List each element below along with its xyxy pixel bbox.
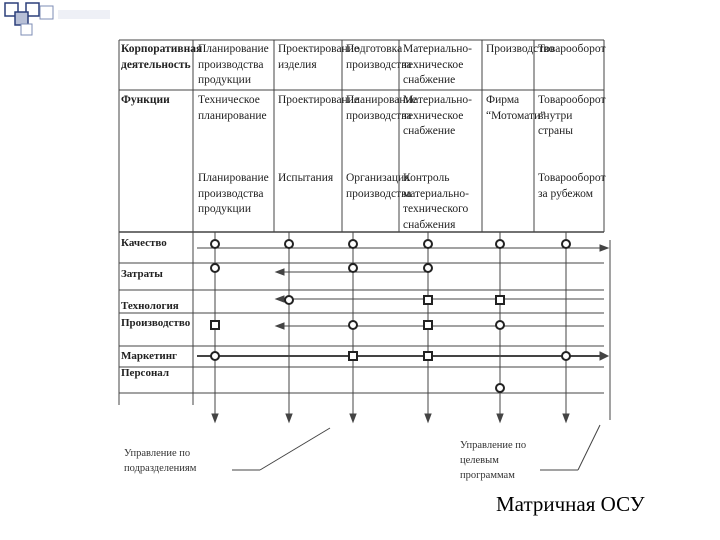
- marker-circle-r4-c3: [349, 321, 357, 329]
- marker-circle-r5-c1: [211, 352, 219, 360]
- program-arrows: [197, 245, 608, 360]
- marker-circle-r2-c4: [424, 264, 432, 272]
- function-3: Планирование производства: [346, 94, 417, 122]
- column-header-1: Планирование производства продукции: [198, 43, 269, 86]
- corner-label: Корпоративная деятельность: [121, 43, 203, 71]
- function-8: Испытания: [278, 172, 334, 184]
- marker-circle-r5-c6: [562, 352, 570, 360]
- marker-square-r5-c4: [424, 352, 432, 360]
- function-6: Товарооборот внутри страны: [538, 94, 606, 137]
- function-9: Организация производства: [346, 172, 412, 200]
- note-departments: Управление по подразделениям: [124, 448, 197, 474]
- functions-label: Функции: [121, 94, 170, 106]
- function-4: Материально-техническое снабжение: [403, 94, 472, 137]
- marker-circle-r1-c1: [211, 240, 219, 248]
- row-label-marketing: Маркетинг: [121, 350, 178, 362]
- marker-circle-r3-c2: [285, 296, 293, 304]
- function-7: Планирование производства продукции: [198, 172, 269, 215]
- row-label-costs: Затраты: [121, 268, 163, 280]
- row-label-technology: Технология: [121, 300, 179, 312]
- column-header-6: Товарооборот: [538, 43, 606, 55]
- marker-square-r3-c5: [496, 296, 504, 304]
- marker-circle-r1-c3: [349, 240, 357, 248]
- row-label-personnel: Персонал: [121, 367, 170, 379]
- marker-circle-r1-c6: [562, 240, 570, 248]
- marker-circle-r6-c5: [496, 384, 504, 392]
- function-10: Контроль материально-технического снабжения: [403, 172, 469, 231]
- marker-circle-r1-c4: [424, 240, 432, 248]
- marker-square-r5-c3: [349, 352, 357, 360]
- column-header-3: Подготовка производства: [346, 43, 412, 71]
- marker-circle-r2-c3: [349, 264, 357, 272]
- row-label-quality: Качество: [121, 237, 167, 249]
- marker-square-r4-c4: [424, 321, 432, 329]
- column-header-5: Производство: [486, 43, 555, 55]
- marker-square-r4-c1: [211, 321, 219, 329]
- marker-circle-r1-c2: [285, 240, 293, 248]
- row-label-production: Производство: [121, 317, 191, 329]
- function-12: Товарооборот за рубежом: [538, 172, 606, 200]
- column-header-4: Материально-техническое снабжение: [403, 43, 472, 86]
- marker-square-r3-c4: [424, 296, 432, 304]
- function-2: Проектирование: [278, 94, 359, 106]
- slide-title: Матричная ОСУ: [496, 492, 645, 516]
- function-5: Фирма “Мотомати”: [486, 94, 546, 122]
- marker-circle-r4-c5: [496, 321, 504, 329]
- marker-circle-r2-c1: [211, 264, 219, 272]
- function-1: Техническое планирование: [198, 94, 267, 122]
- column-header-2: Проектирование изделия: [278, 43, 359, 71]
- note-programs: Управление по целевым программам: [460, 440, 527, 481]
- marker-circle-r1-c5: [496, 240, 504, 248]
